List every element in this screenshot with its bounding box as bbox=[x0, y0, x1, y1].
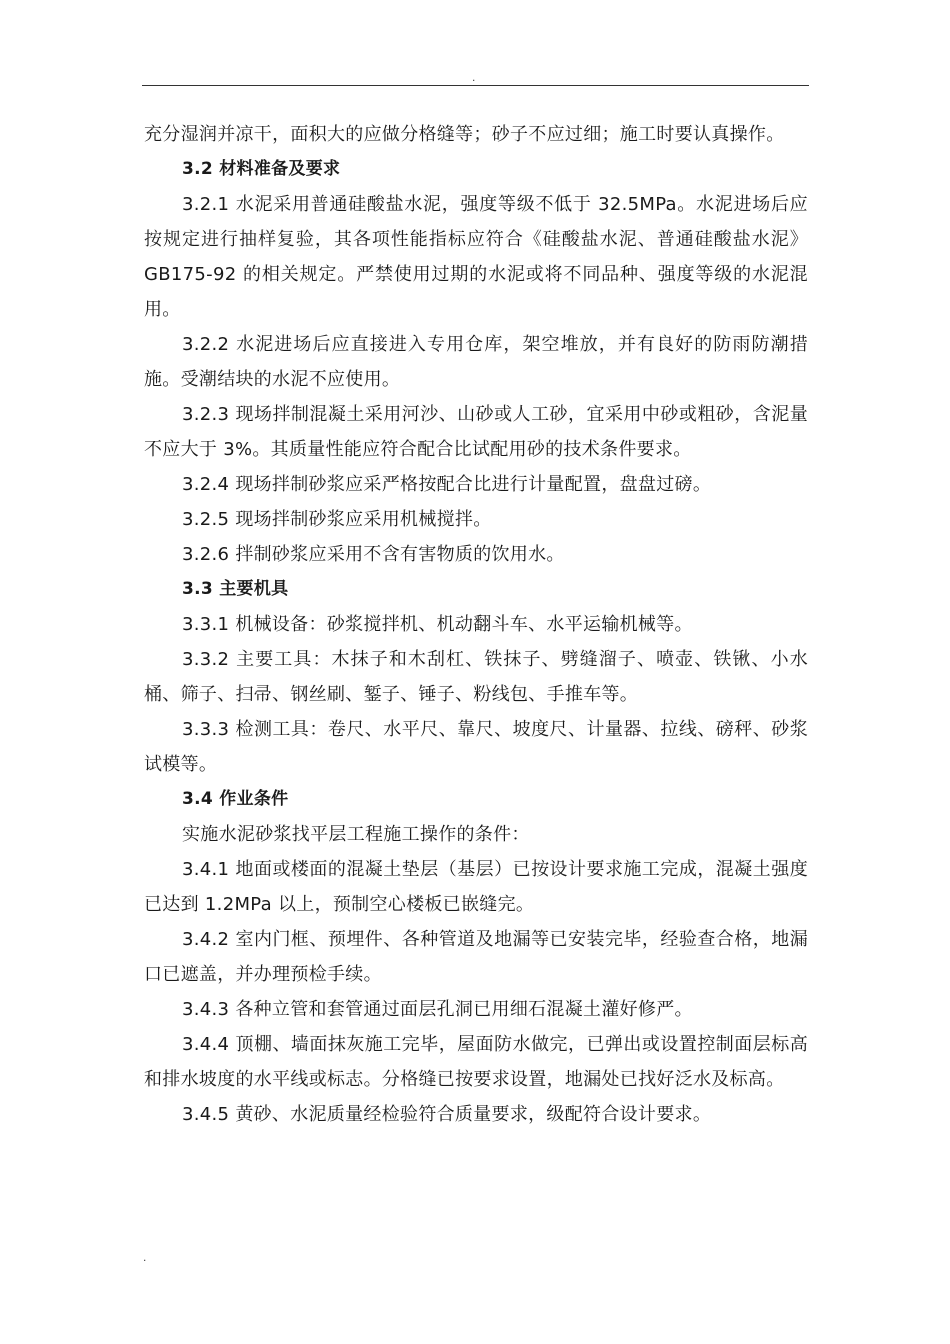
paragraph-3-4-2: 3.4.2 室内门框、预埋件、各种管道及地漏等已安装完毕，经验查合格，地漏口已遮盖，并办理预检手续。 bbox=[144, 929, 808, 985]
paragraph-3-4-3: 3.4.3 各种立管和套管通过面层孔洞已用细石混凝土灌好修严。 bbox=[182, 999, 693, 1020]
paragraph-3-2-2: 3.2.2 水泥进场后应直接进入专用仓库，架空堆放，并有良好的防雨防潮措施。受潮结块的水泥不应使用。 bbox=[144, 334, 808, 390]
paragraph-3-2-3: 3.2.3 现场拌制混凝土采用河沙、山砂或人工砂，宜采用中砂或粗砂，含泥量不应大于 3%。其质量性能应符合配合比试配用砂的技术条件要求。 bbox=[144, 404, 808, 460]
section-heading-3-3: 3.3 主要机具 bbox=[182, 579, 289, 599]
paragraph-3-3-2: 3.3.2 主要工具：木抹子和木刮杠、铁抹子、劈缝溜子、喷壶、铁锹、小水桶、筛子、扫帚、钢丝刷、錾子、锤子、粉线包、手推车等。 bbox=[144, 649, 808, 705]
document-body bbox=[144, 117, 808, 1132]
section-heading-3-2: 3.2 材料准备及要求 bbox=[182, 159, 341, 179]
paragraph-3-4-intro: 实施水泥砂浆找平层工程施工操作的条件： bbox=[182, 824, 530, 845]
paragraph-continuation: 充分湿润并凉干，面积大的应做分格缝等；砂子不应过细；施工时要认真操作。 bbox=[144, 124, 785, 145]
paragraph-3-4-5: 3.4.5 黄砂、水泥质量经检验符合质量要求，级配符合设计要求。 bbox=[182, 1104, 712, 1125]
paragraph-3-4-4: 3.4.4 顶棚、墙面抹灰施工完毕，屋面防水做完，已弹出或设置控制面层标高和排水坡度的水平线或标志。分格缝已按要求设置，地漏处已找好泛水及标高。 bbox=[144, 1034, 808, 1090]
footer-mark: . bbox=[143, 1250, 147, 1264]
paragraph-3-2-6: 3.2.6 拌制砂浆应采用不含有害物质的饮用水。 bbox=[182, 544, 565, 565]
paragraph-3-4-1: 3.4.1 地面或楼面的混凝土垫层（基层）已按设计要求施工完成，混凝土强度已达到 1.2MPa 以上，预制空心楼板已嵌缝完。 bbox=[144, 859, 808, 915]
paragraph-3-2-1: 3.2.1 水泥采用普通硅酸盐水泥，强度等级不低于 32.5MPa。水泥进场后应按规定进行抽样复验，其各项性能指标应符合《硅酸盐水泥、普通硅酸盐水泥》GB175-92 的相关规定。严禁使用过期的水泥或将不同品种、强度等级的水泥混用。 bbox=[144, 194, 808, 320]
header-mark: . bbox=[472, 70, 476, 84]
paragraph-3-2-5: 3.2.5 现场拌制砂浆应采用机械搅拌。 bbox=[182, 509, 492, 530]
section-heading-3-4: 3.4 作业条件 bbox=[182, 789, 289, 809]
paragraph-3-2-4: 3.2.4 现场拌制砂浆应采严格按配合比进行计量配置，盘盘过磅。 bbox=[182, 474, 712, 495]
paragraph-3-3-3: 3.3.3 检测工具：卷尺、水平尺、靠尺、坡度尺、计量器、拉线、磅秤、砂浆试模等。 bbox=[144, 719, 808, 775]
header-rule bbox=[142, 85, 809, 86]
paragraph-3-3-1: 3.3.1 机械设备：砂浆搅拌机、机动翻斗车、水平运输机械等。 bbox=[182, 614, 693, 635]
